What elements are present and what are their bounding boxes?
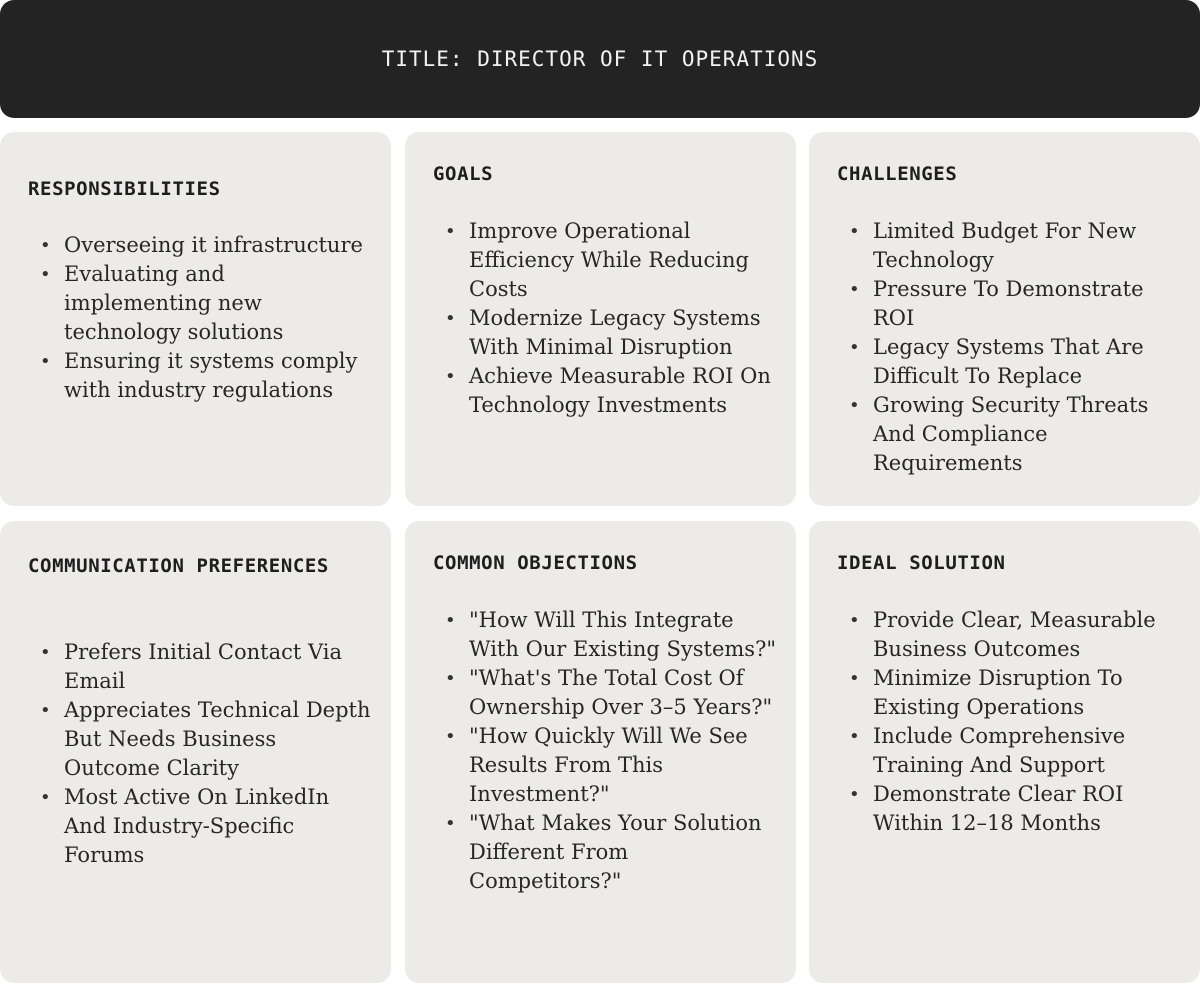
list-item: • "How Will This Integrate With Our Existing Systems?" [441,606,778,664]
list-item: • "What's The Total Cost Of Ownership Over 3–5 Years?" [441,664,778,722]
list-item: • Most Active On LinkedIn And Industry-Specific Forums [36,783,373,870]
ideal-solution-card [809,521,1200,983]
title-banner [0,0,1200,118]
page-title: TITLE: DIRECTOR OF IT OPERATIONS [381,47,819,71]
list-item: • Overseeing it infrastructure [36,231,373,260]
goals-heading: GOALS [433,163,494,185]
list-item: • "How Quickly Will We See Results From This Investment?" [441,722,778,809]
challenges-card [809,132,1200,506]
list-item: • Growing Security Threats And Compliance Requirements [845,391,1182,478]
responsibilities-list [36,231,373,405]
ideal-solution-list [845,606,1182,838]
ideal-solution-heading: IDEAL SOLUTION [837,552,1006,574]
list-item: • Evaluating and implementing new technology solutions [36,260,373,347]
responsibilities-card [0,132,391,506]
list-item: • Achieve Measurable ROI On Technology Investments [441,362,778,420]
communication-preferences-heading: COMMUNICATION PREFERENCES [28,555,329,577]
list-item: • Minimize Disruption To Existing Operations [845,664,1182,722]
list-item: • Demonstrate Clear ROI Within 12–18 Months [845,780,1182,838]
list-item: • Appreciates Technical Depth But Needs Business Outcome Clarity [36,696,373,783]
list-item: • Provide Clear, Measurable Business Outcomes [845,606,1182,664]
responsibilities-heading: RESPONSIBILITIES [28,178,221,200]
list-item: • Modernize Legacy Systems With Minimal Disruption [441,304,778,362]
challenges-list [845,217,1182,478]
goals-list [441,217,778,420]
list-item: • Legacy Systems That Are Difficult To Replace [845,333,1182,391]
list-item: • Pressure To Demonstrate ROI [845,275,1182,333]
communication-preferences-card [0,521,391,983]
list-item: • Improve Operational Efficiency While Reducing Costs [441,217,778,304]
list-item: • Prefers Initial Contact Via Email [36,638,373,696]
list-item: • "What Makes Your Solution Different From Competitors?" [441,809,778,896]
goals-card [405,132,796,506]
challenges-heading: CHALLENGES [837,163,958,185]
common-objections-card [405,521,796,983]
list-item: • Limited Budget For New Technology [845,217,1182,275]
list-item: • Ensuring it systems comply with industry regulations [36,347,373,405]
common-objections-heading: COMMON OBJECTIONS [433,552,638,574]
common-objections-list [441,606,778,896]
list-item: • Include Comprehensive Training And Support [845,722,1182,780]
communication-preferences-list [36,638,373,870]
